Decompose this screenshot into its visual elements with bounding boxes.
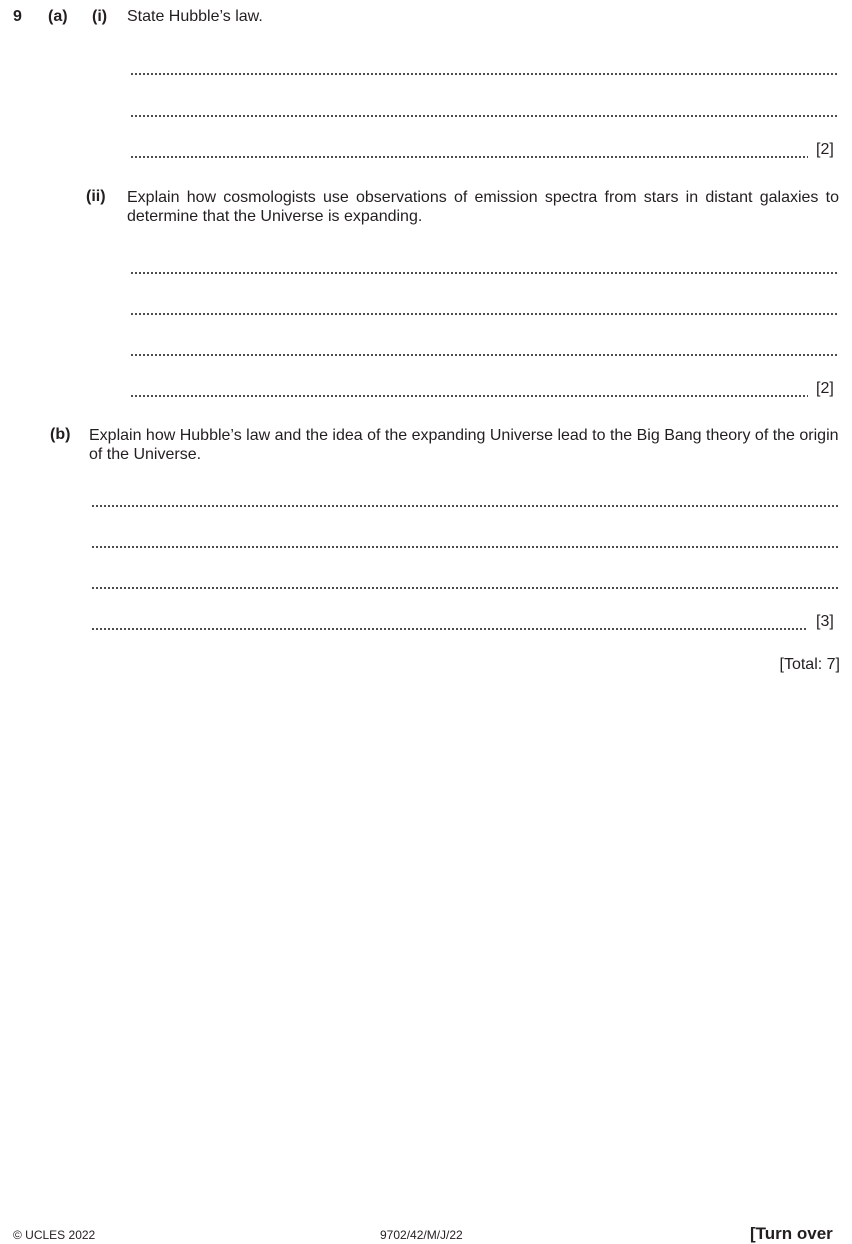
answer-line[interactable] [130, 58, 839, 78]
part-b-label: (b) [50, 426, 71, 443]
subpart-i-prompt: State Hubble’s law. [127, 8, 263, 25]
answer-line[interactable] [130, 339, 839, 359]
answer-line[interactable] [130, 141, 808, 161]
answer-line[interactable] [130, 257, 839, 277]
turn-over: [Turn over [750, 1224, 833, 1243]
part-a-label: (a) [48, 8, 68, 25]
answer-line[interactable] [130, 298, 839, 318]
subpart-ii-label: (ii) [86, 188, 106, 205]
subpart-i-label: (i) [92, 8, 108, 25]
question-number: 9 [13, 8, 22, 25]
copyright: © UCLES 2022 [13, 1228, 96, 1242]
answer-line[interactable] [130, 380, 808, 400]
subpart-ii-prompt: Explain how cosmologists use observations of emission spectra from stars in distant galaxies to determine that the Universe is expanding. [127, 189, 839, 225]
answer-line[interactable] [91, 572, 839, 592]
marks-label: [2] [816, 141, 834, 158]
answer-line[interactable] [130, 100, 839, 120]
paper-code: 9702/42/M/J/22 [380, 1228, 463, 1242]
answer-line[interactable] [91, 613, 808, 633]
part-b-prompt: Explain how Hubble’s law and the idea of the expanding Universe lead to the Big Bang theory of the origin of the Universe. [89, 427, 839, 463]
marks-label: [2] [816, 380, 834, 397]
marks-label: [3] [816, 613, 834, 630]
total-marks: [Total: 7] [779, 656, 840, 673]
answer-line[interactable] [91, 490, 839, 510]
answer-line[interactable] [91, 531, 839, 551]
